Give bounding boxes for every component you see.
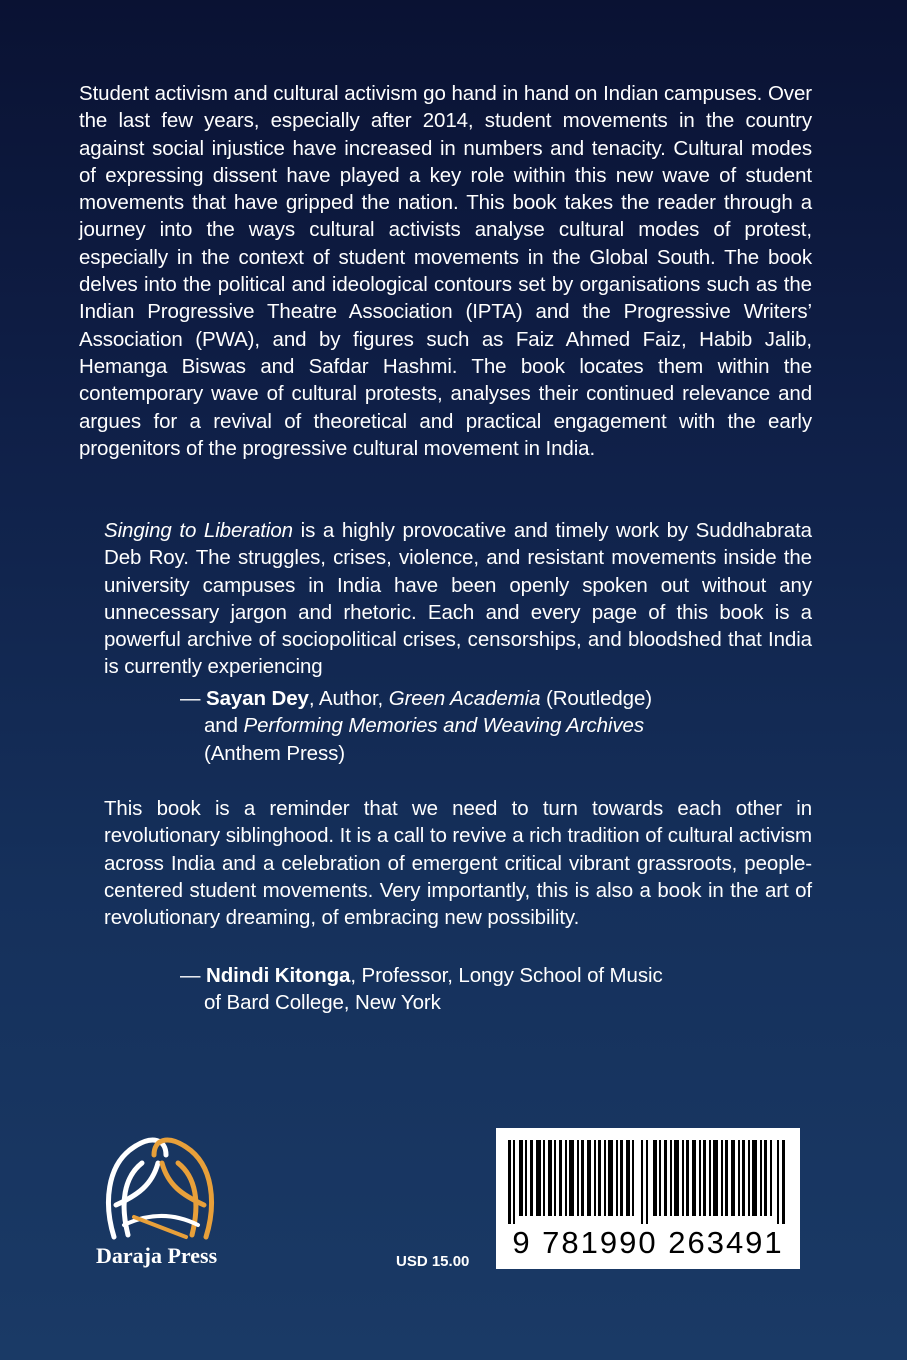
barcode-bars-icon [508,1140,788,1224]
reviewer-role: of Bard College, New York [204,991,441,1015]
attribution-dash: — [180,964,206,987]
review-quote-1 [104,517,812,681]
book-title: Singing to Liberation [104,519,293,542]
reviewer-role: , Author, [308,687,389,710]
back-cover-blurb: Student activism and cultural activism go hand in hand on Indian campuses. Over the last few years, especially after 2014, student movements in the country against social injustice have increased in numbers and tenacity. Cultural modes of expressing dissent have played a key role within this new wave of student movements that have gripped the nation. This book takes the reader through a journey into the ways cultural activists analyse cultural modes of protest, especially in the context of student movements in the Global South. The book delves into the political and ideological contours set by organisations such as the Indian Progressive Theatre Association (IPTA) and the Progressive Writers’ Association (PWA), and by figures such as Faiz Ahmed Faiz, Habib Jalib, Hemanga Biswas and Safdar Hashmi. The book locates them within the contemporary wave of cultural protests, analyses their continued relevance and argues for a revival of theoretical and practical engagement with the early progenitors of the progressive cultural movement in India. [79,82,812,460]
publisher-name: Daraja Press [96,1243,218,1268]
reviewer-publisher: (Routledge) [540,687,653,710]
attribution-dash: — [180,687,206,710]
review-quote-2: This book is a reminder that we need to turn towards each other in revolutionary siblinghood. It is a call to revive a rich tradition of cultural activism across India and a celebration of emergent critical vibrant grassroots, people-centered student movements. Very importantly, this is also a book in the art of revolutionary dreaming, of embracing new possibility. [104,797,812,930]
price-label: USD 15.00 [396,1253,470,1270]
review-attribution-2 [180,962,663,1017]
reviewer-publisher: (Anthem Press) [204,741,345,765]
isbn-number: 9 781990 263491 [512,1225,784,1260]
reviewer-name: Ndindi Kitonga [206,964,351,987]
reviewer-work: Performing Memories and Weaving Archives [243,714,644,738]
reviewer-role: , Professor, Longy School of Music [350,964,663,987]
reviewer-name: Sayan Dey [206,687,309,710]
attribution-and: and [204,714,244,738]
review-text: is a highly provocative and timely work by Suddhabrata Deb Roy. The struggles, crises, violence, and resistant movements inside the university campuses in India have been openly spoken out without any unnecessary jargon and rhetoric. Each and every page of this book is a powerful archive of sociopolitical crises, censorships, and bloodshed that India is currently experiencing [104,519,812,679]
review-attribution-1 [180,685,652,767]
isbn-barcode [496,1128,800,1269]
reviewer-work: Green Academia [388,687,541,710]
